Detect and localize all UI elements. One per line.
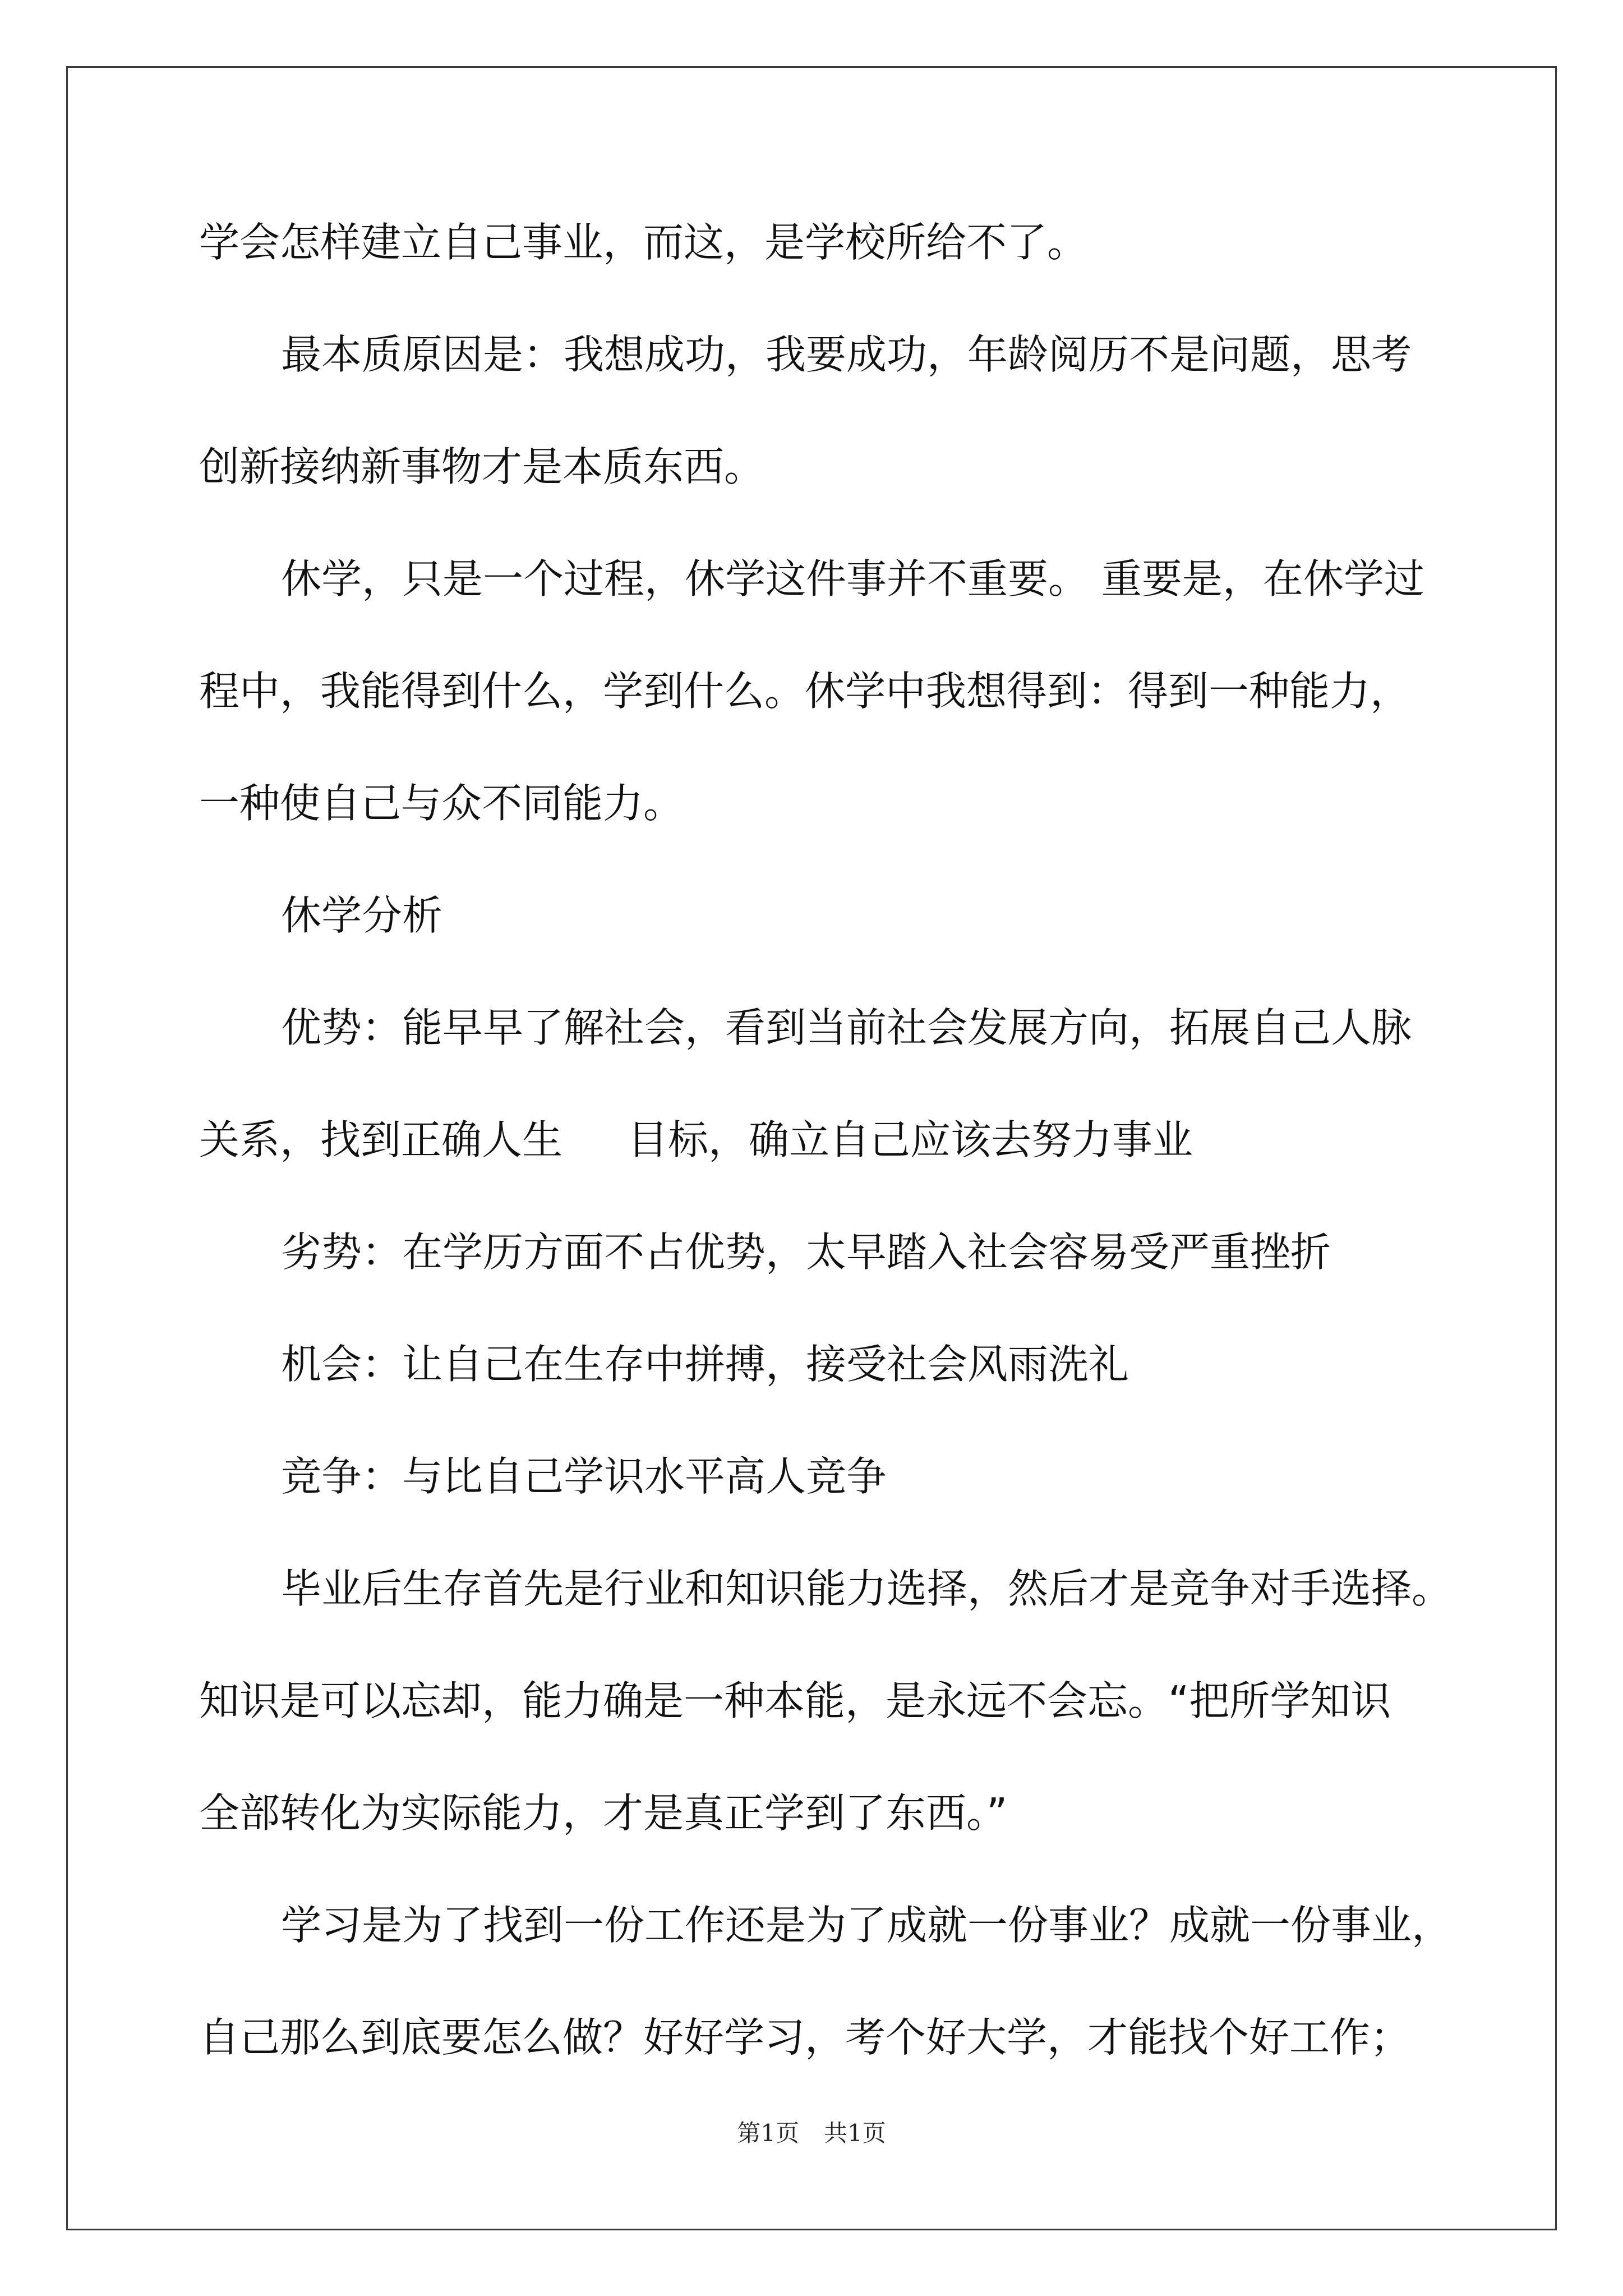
page-number: 第1页 [737, 2119, 799, 2147]
advantage-text-part: 关系，找到正确人生 [199, 1116, 563, 1163]
paragraph-line: 休学，只是一个过程，休学这件事并不重要。 重要是，在休学过 [281, 555, 1424, 602]
paragraph-line: 创新接纳新事物才是本质东西。 [199, 443, 765, 490]
paragraph-line: 一种使自己与众不同能力。 [199, 780, 684, 827]
paragraph-line: 知识是可以忘却，能力确是一种本能，是永远不会忘。“把所学知识 [199, 1677, 1391, 1724]
paragraph-line: 竞争：与比自己学识水平高人竞争 [281, 1453, 887, 1500]
page-footer [0, 2119, 1623, 2147]
paragraph-line: 程中，我能得到什么，学到什么。休学中我想得到：得到一种能力， [199, 668, 1411, 715]
paragraph-line [199, 1117, 1193, 1162]
paragraph-line: 优势：能早早了解社会，看到当前社会发展方向，拓展自己人脉 [281, 1004, 1412, 1051]
paragraph-line: 劣势：在学历方面不占优势，太早踏入社会容易受严重挫折 [281, 1228, 1331, 1276]
paragraph-line: 最本质原因是：我想成功，我要成功，年龄阅历不是问题，思考 [281, 331, 1412, 378]
paragraph-line: 全部转化为实际能力，才是真正学到了东西。” [199, 1789, 1008, 1837]
paragraph-line: 机会：让自己在生存中拼搏，接受社会风雨洗礼 [281, 1341, 1129, 1388]
advantage-text-part: 目标，确立自己应该去努力事业 [628, 1116, 1193, 1163]
paragraph-line: 学会怎样建立自己事业，而这，是学校所给不了。 [199, 219, 1088, 266]
paragraph-line: 自己那么到底要怎么做？好好学习，考个好大学，才能找个好工作； [199, 2014, 1411, 2061]
paragraph-line: 毕业后生存首先是行业和知识能力选择，然后才是竞争对手选择。 [281, 1565, 1453, 1612]
page-total: 共1页 [824, 2119, 886, 2147]
paragraph-line: 学习是为了找到一份工作还是为了成就一份事业？成就一份事业， [281, 1902, 1453, 1949]
section-heading: 休学分析 [281, 892, 443, 939]
